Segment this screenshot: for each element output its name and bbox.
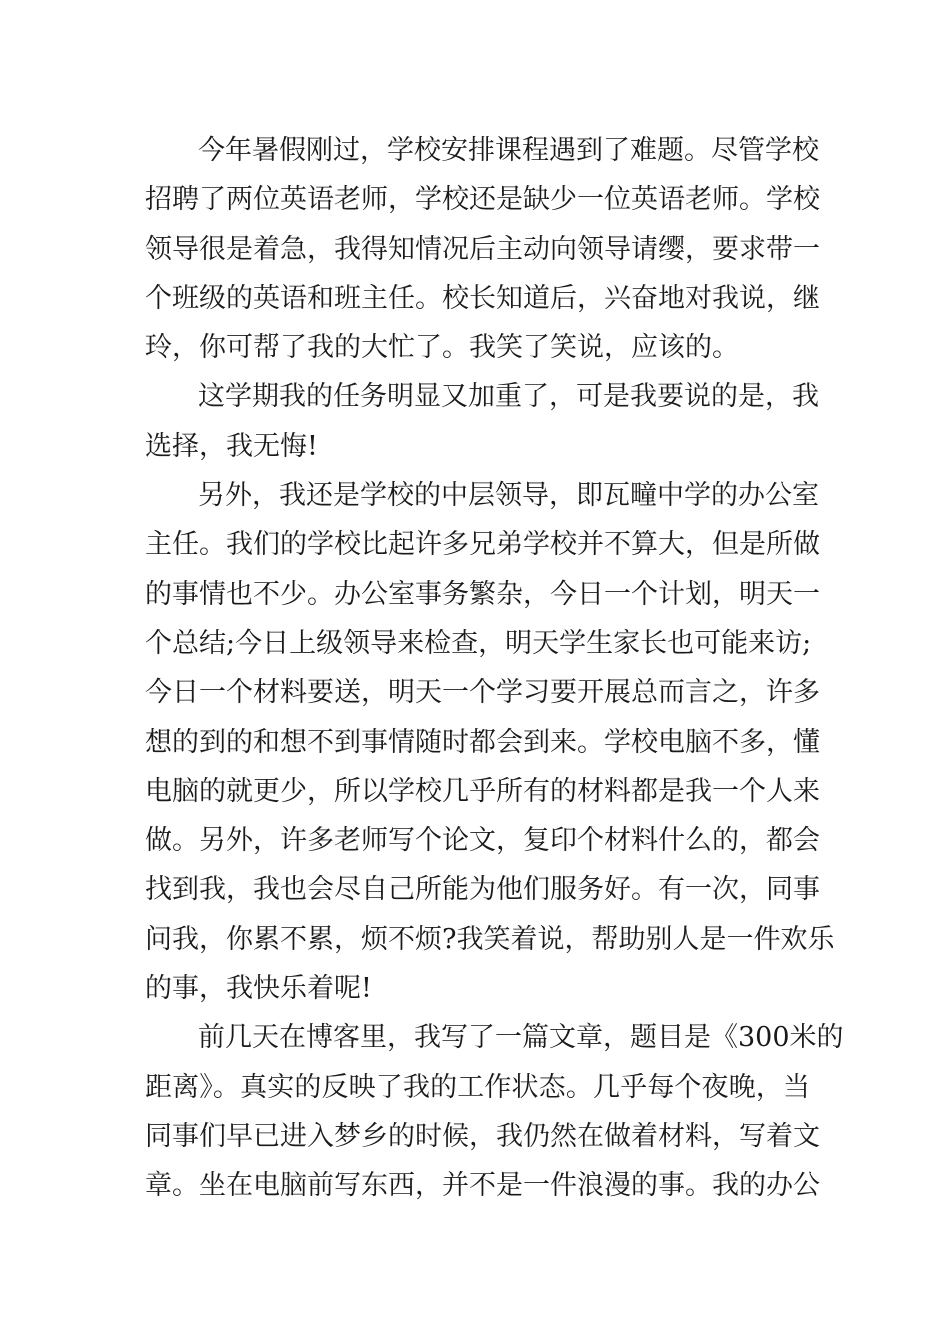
paragraph: [145, 471, 835, 1013]
text-line: 这学期我的任务明显又加重了，可是我要说的是，我: [198, 381, 819, 413]
text-line: 玲，你可帮了我的大忙了。我笑了笑说，应该的。: [145, 332, 739, 364]
text-line: 做。另外，许多老师写个论文，复印个材料什么的，都会: [145, 825, 820, 857]
text-line: 的事，我快乐着呢!: [145, 973, 372, 1005]
text-line: 领导很是着急，我得知情况后主动向领导请缨，要求带一: [145, 233, 820, 265]
text-line: 选择，我无悔!: [145, 430, 318, 462]
text-line: 个总结;今日上级领导来检查，明天学生家长也可能来访;: [145, 627, 812, 659]
text-line: 今日一个材料要送，明天一个学习要开展总而言之，许多: [145, 677, 820, 709]
text-line: 个班级的英语和班主任。校长知道后，兴奋地对我说，继: [145, 282, 820, 314]
text-line: 的事情也不少。办公室事务繁杂，今日一个计划，明天一: [145, 578, 820, 610]
text-line: 想的到的和想不到事情随时都会到来。学校电脑不多，懂: [145, 726, 820, 758]
paragraph: [145, 126, 820, 372]
text-line: 招聘了两位英语老师，学校还是缺少一位英语老师。学校: [145, 184, 820, 216]
text-line: 章。坐在电脑前写东西，并不是一件浪漫的事。我的办公: [145, 1170, 820, 1202]
paragraph: [145, 1013, 844, 1210]
text-line: 同事们早已进入梦乡的时候，我仍然在做着材料，写着文: [145, 1120, 820, 1152]
text-line: 今年暑假刚过，学校安排课程遇到了难题。尽管学校: [198, 135, 819, 166]
text-line: 另外，我还是学校的中层领导，即瓦疃中学的办公室: [198, 480, 819, 512]
text-line: 问我，你累不累，烦不烦?我笑着说，帮助别人是一件欢乐: [145, 923, 835, 955]
document-body: [145, 126, 844, 1211]
text-line: 主任。我们的学校比起许多兄弟学校并不算大，但是所做: [145, 529, 820, 561]
text-line: 找到我，我也会尽自己所能为他们服务好。有一次，同事: [145, 874, 820, 906]
paragraph: [145, 372, 819, 471]
text-line: 前几天在博客里，我写了一篇文章，题目是《300米的: [198, 1022, 844, 1054]
text-line: 电脑的就更少，所以学校几乎所有的材料都是我一个人来: [145, 775, 820, 807]
text-line: 距离》。真实的反映了我的工作状态。几乎每个夜晚，当: [145, 1071, 810, 1103]
